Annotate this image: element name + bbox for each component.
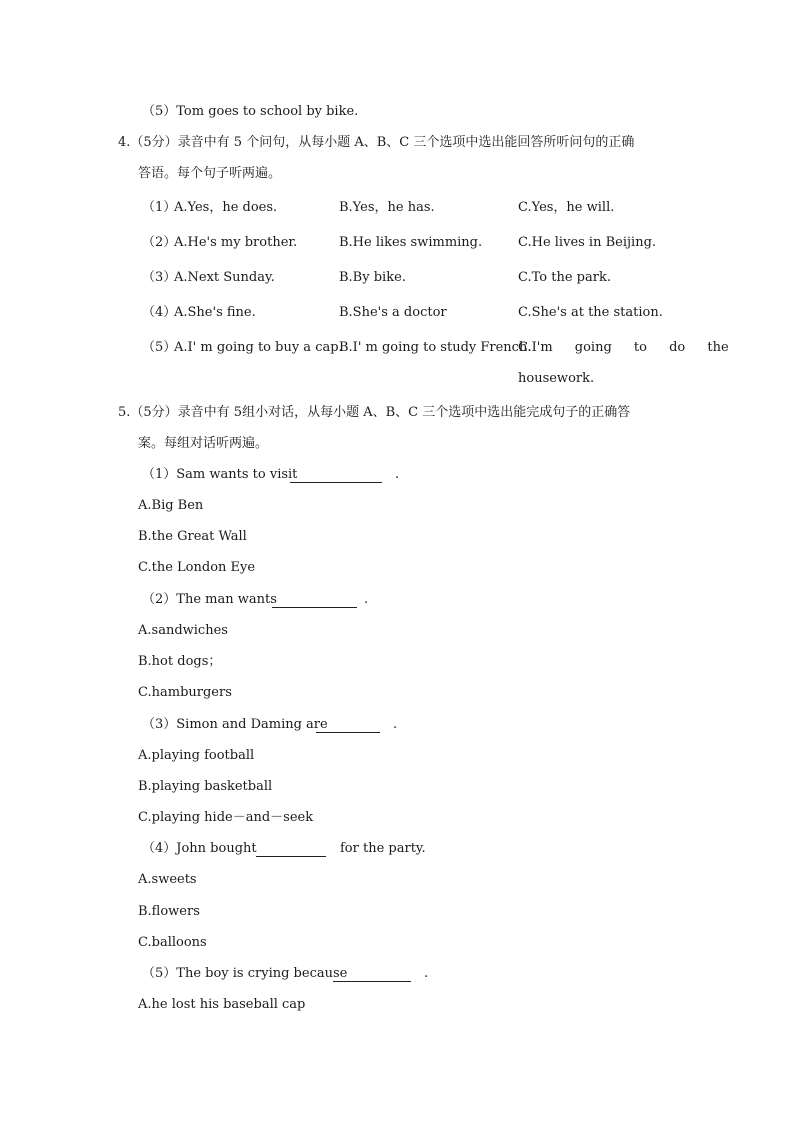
q4-row-2-option-b: B.He likes swimming. [339,235,483,250]
q5-item-2-answer-blank[interactable] [272,607,357,608]
q5-header-line1: 5.（5分）录音中有 5组小对话，从每小题 A、B、C 三个选项中选出能完成句子的正确答 [118,405,631,420]
q4-row-2-option-c: C.He lives in Beijing. [518,235,657,250]
q4-row-3-option-b: B.By bike. [339,270,406,285]
q4-row-5-option-c-continued: housework. [518,371,595,386]
q5-item-3-option-a: A.playing football [138,748,255,763]
q5-item-4-stem: （4）John bought [142,841,257,856]
q4-row-1-number: （1） [142,200,177,215]
q5-item-2-option-b: B.hot dogs； [138,654,222,669]
q4-row-4-option-c: C.She's at the station. [518,305,663,320]
q5-item-3-option-b: B.playing basketball [138,779,273,794]
q4-row-5-number: （5） [142,340,177,355]
q4-row-2-option-a: A.He's my brother. [174,235,298,250]
q5-item-1-option-a: A.Big Ben [138,498,204,513]
q5-item-5-option-a: A.he lost his baseball cap [138,997,306,1012]
q4-header-line1: 4.（5分）录音中有 5 个问句，从每小题 A、B、C 三个选项中选出能回答所听问句的正确 [118,135,635,150]
q5-item-2-stem: （2）The man wants [142,592,277,607]
q4-row-5-option-c: C.I'm going to do the [518,340,729,355]
q4-row-3-option-c: C.To the park. [518,270,611,285]
q5-item-1-after: . [395,467,400,482]
q5-item-5-answer-blank[interactable] [333,981,411,982]
q5-item-4-option-b: B.flowers [138,904,200,919]
q4-header-line2: 答语。每个句子听两遍。 [138,166,282,181]
q4-row-5-option-b: B.I' m going to study French. [339,340,532,355]
q5-header-line2: 案。每组对话听两遍。 [138,436,269,451]
q5-item-1-option-c: C.the London Eye [138,560,256,575]
q5-item-5-after: . [424,966,429,981]
q4-row-3-option-a: A.Next Sunday. [174,270,275,285]
q5-item-3-option-c: C.playing hide－and－seek [138,810,314,825]
q5-item-1-stem: （1）Sam wants to visit [142,467,298,482]
q4-row-5-option-a: A.I' m going to buy a cap. [174,340,343,355]
q5-item-2-after: . [364,592,369,607]
q5-item-1-option-b: B.the Great Wall [138,529,247,544]
q5-item-3-answer-blank[interactable] [316,732,380,733]
q5-item-4-option-a: A.sweets [138,872,197,887]
q4-row-1-option-a: A.Yes，he does. [174,200,278,215]
q5-item-4-answer-blank[interactable] [256,856,326,857]
q5-item-5-stem: （5）The boy is crying because [142,966,348,981]
q5-item-4-after: for the party. [340,841,426,856]
q5-item-2-option-a: A.sandwiches [138,623,228,638]
q5-item-2-option-c: C.hamburgers [138,685,232,700]
q4-row-1-option-c: C.Yes，he will. [518,200,615,215]
q4-row-4-option-b: B.She's a doctor [339,305,447,320]
q4-row-4-number: （4） [142,305,177,320]
q5-item-3-stem: （3）Simon and Daming are [142,717,328,732]
q3-item-5: （5）Tom goes to school by bike. [142,104,359,119]
q5-item-1-answer-blank[interactable] [290,482,382,483]
q5-item-4-option-c: C.balloons [138,935,207,950]
q4-row-3-number: （3） [142,270,177,285]
q4-row-4-option-a: A.She's fine. [174,305,256,320]
q4-row-2-number: （2） [142,235,177,250]
q5-item-3-after: . [393,717,398,732]
q4-row-1-option-b: B.Yes，he has. [339,200,435,215]
